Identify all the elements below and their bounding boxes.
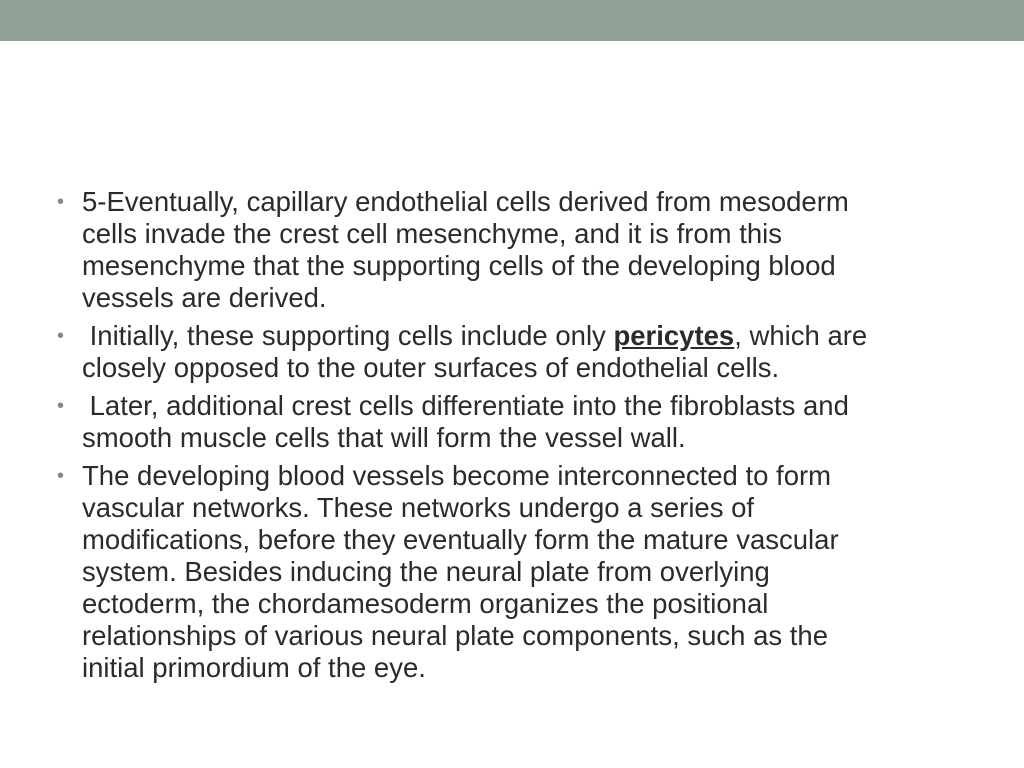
bullet-marker: • [57, 465, 65, 487]
bullet-marker: • [57, 395, 65, 417]
bullet-marker: • [57, 191, 65, 213]
bullet-list [57, 186, 957, 684]
bullet-1-line-3: mesenchyme that the supporting cells of the developing blood [82, 250, 836, 281]
bullet-4-line-7: initial primordium of the eye. [82, 652, 426, 683]
bullet-1-line-1: 5-Eventually, capillary endothelial cells derived from mesoderm [82, 186, 849, 217]
bullet-item-1 [57, 186, 957, 314]
bullet-3-line-1: Later, additional crest cells differentiate into the fibroblasts and [82, 390, 849, 421]
bullet-1-line-2: cells invade the crest cell mesenchyme, and it is from this [82, 218, 783, 249]
bullet-2-line-2: closely opposed to the outer surfaces of endothelial cells. [82, 352, 780, 383]
bullet-marker: • [57, 325, 65, 347]
bullet-4-line-2: vascular networks. These networks undergo a series of [82, 492, 755, 523]
pericytes-emphasis: pericytes [613, 320, 735, 351]
bullet-1-line-4: vessels are derived. [82, 282, 327, 313]
bullet-item-2 [57, 320, 957, 384]
bullet-4-line-6: relationships of various neural plate components, such as the [82, 620, 828, 651]
slide-header-bar [0, 0, 1024, 41]
bullet-4-line-3: modifications, before they eventually form the mature vascular [82, 524, 839, 555]
bullet-4-line-1: The developing blood vessels become interconnected to form [82, 460, 832, 491]
bullet-4-line-5: ectoderm, the chordamesoderm organizes the positional [82, 588, 769, 619]
bullet-2-text-before: Initially, these supporting cells include only [82, 320, 614, 351]
bullet-2-line-1 [82, 320, 957, 352]
bullet-2-text-after: , which are [734, 320, 868, 351]
slide-content [57, 186, 957, 690]
bullet-4-line-4: system. Besides inducing the neural plate from overlying [82, 556, 770, 587]
bullet-3-line-2: smooth muscle cells that will form the vessel wall. [82, 422, 686, 453]
bullet-item-4 [57, 460, 957, 684]
bullet-item-3 [57, 390, 957, 454]
